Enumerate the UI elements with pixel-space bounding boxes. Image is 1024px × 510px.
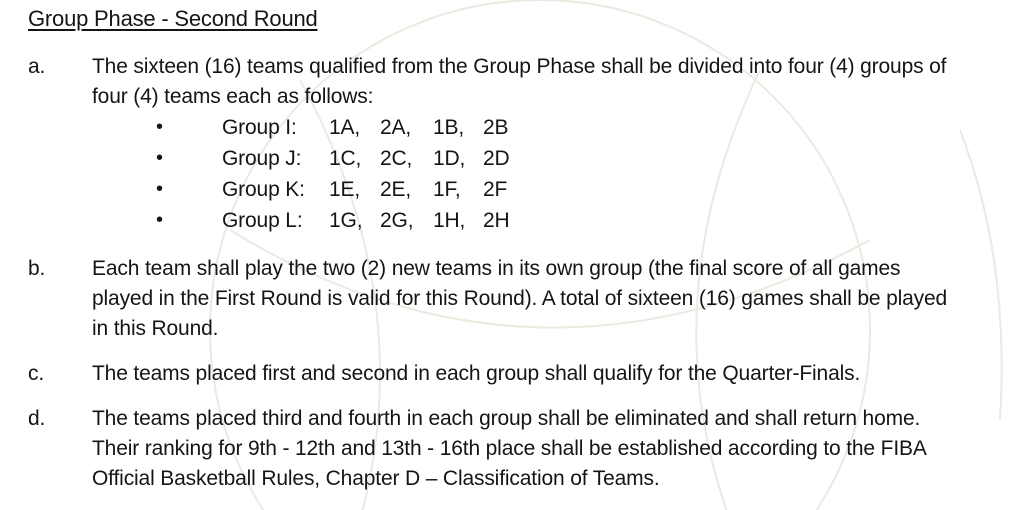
team-slot: 2A,: [380, 116, 412, 139]
document-body: [28, 4, 1008, 494]
team-slot: 1B,: [433, 116, 465, 139]
team-slot: 1H,: [433, 209, 466, 232]
item-text: The sixteen (16) teams qualified from the Group Phase shall be divided into four (4) groups of four (4) teams each as follows:: [92, 55, 947, 108]
team-slot: 1E,: [329, 178, 361, 201]
team-slot: 2E,: [380, 178, 412, 201]
group-list: [92, 112, 964, 236]
team-slot: 1A,: [329, 116, 361, 139]
team-slot: 2B: [483, 116, 509, 139]
list-item-a: [28, 52, 964, 236]
item-text: The teams placed first and second in each group shall qualify for the Quarter-Finals.: [92, 362, 861, 385]
list-item-b: [28, 254, 964, 344]
item-marker: b.: [28, 257, 46, 280]
bullet-icon: •: [156, 147, 163, 169]
bullet-icon: •: [156, 116, 163, 138]
item-text: Each team shall play the two (2) new teams in its own group (the final score of all games played in the First Round is valid for this Round). A total of sixteen (16) games shall be played in this Round.: [92, 257, 948, 340]
group-name: Group K:: [222, 178, 305, 201]
list-item-c: [28, 359, 964, 389]
team-slot: 2D: [483, 147, 510, 170]
team-slot: 2C,: [380, 147, 413, 170]
group-name: Group L:: [222, 209, 303, 232]
group-row-i: [92, 112, 964, 143]
list-item-d: [28, 404, 964, 494]
team-slot: 2G,: [380, 209, 414, 232]
team-slot: 1F,: [433, 178, 461, 201]
item-marker: d.: [28, 407, 46, 430]
team-slot: 2H: [483, 209, 510, 232]
item-marker: c.: [28, 362, 45, 385]
team-slot: 1G,: [329, 209, 363, 232]
item-text: The teams placed third and fourth in each group shall be eliminated and shall return home. Their ranking for 9th - 12th and 13th - 16th place shall be established according to the FIBA Official Basketball Rules, Chapter D – Classification of Teams.: [92, 407, 926, 490]
bullet-icon: •: [156, 178, 163, 200]
group-row-l: [92, 205, 964, 236]
team-slot: 2F: [483, 178, 508, 201]
bullet-icon: •: [156, 209, 163, 231]
team-slot: 1D,: [433, 147, 466, 170]
group-name: Group J:: [222, 147, 302, 170]
team-slot: 1C,: [329, 147, 362, 170]
section-title: Group Phase - Second Round: [28, 6, 318, 31]
item-marker: a.: [28, 55, 46, 78]
group-name: Group I:: [222, 116, 297, 139]
group-row-j: [92, 143, 964, 174]
group-row-k: [92, 174, 964, 205]
